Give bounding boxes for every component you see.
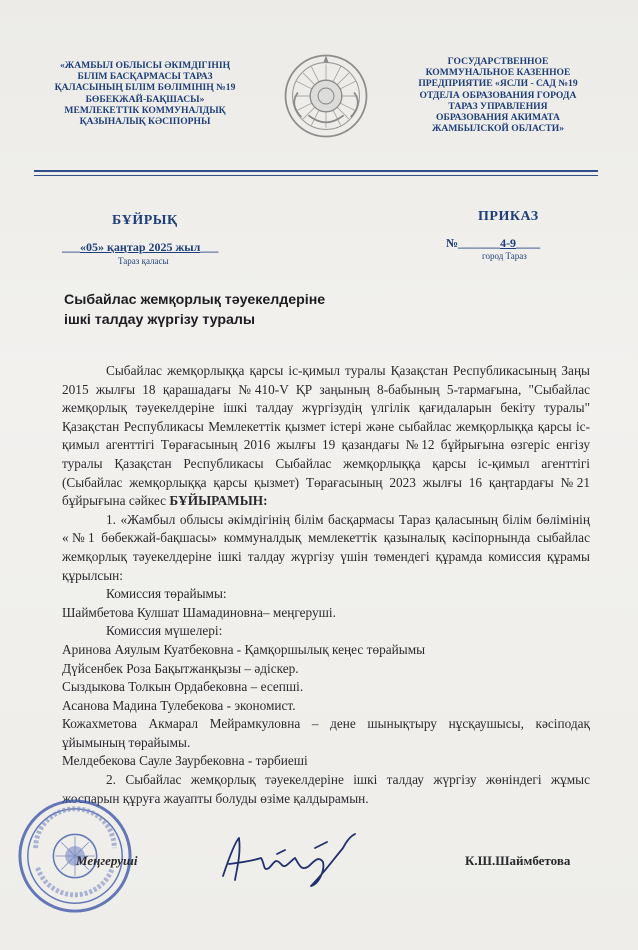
date-suffix: ___ xyxy=(200,240,219,254)
document-title xyxy=(64,290,325,330)
intro-paragraph xyxy=(62,362,590,511)
intro-text: Сыбайлас жемқорлыққа қарсы іс-қимыл туралы Қазақстан Республикасының Заңы 2015 жылғы 18 қарашадағы №410-V ҚР заңының 8-бабының 5-тармағына, "Сыбайлас жемқорлық тәуекелдеріне ішкі талдау жүргізудің үлгілік қағидаларын бекіту туралы" Қазақстан Республикасы Мемлекеттік қызмет істері және сыбайлас жемқорлыққа қарсы іс-қимыл агенттігі Төрағасының 2016 жылғы 19 қазандағы №12 бұйрығына өзгеріс енгізу туралы Қазақстан Республикасы Сыбайлас жемқорлыққа қарсы іс-қимыл агенттігі (Сыбайлас жемқорлыққа қарсы қызмет) Төрағасының 2023 жылғы 16 қаңтардағы №21 бұйрығына сәйкес xyxy=(62,363,590,509)
members-label: Комиссия мүшелері: xyxy=(106,623,223,639)
chair-label: Комиссия төрайымы: xyxy=(106,586,227,602)
header-right-line: ЖАМБЫЛСКОЙ ОБЛАСТИ» xyxy=(431,123,565,135)
order-date xyxy=(62,240,218,255)
member-item: Мелдебекова Сауле Заурбековна - тәрбиеші xyxy=(62,753,308,769)
city-kz: Тараз қаласы xyxy=(118,256,169,266)
member-item: Асанова Мадина Тулебекова - экономист. xyxy=(62,697,296,713)
date-prefix: ___ xyxy=(62,240,80,254)
header-right-line: ОТДЕЛА ОБРАЗОВАНИЯ ГОРОДА xyxy=(419,89,577,101)
item-2: 2. Сыбайлас жемқорлық тәуекелдеріне ішкі талдау жүргізу жөніндегі жұмыс жоспарын құруға жауапты болуды өзіме қалдырамын. xyxy=(62,772,590,806)
header-right-line: ТАРАЗ УПРАВЛЕНИЯ xyxy=(448,100,548,112)
header-left-line: МЕМЛЕКЕТТІК КОММУНАЛДЫҚ xyxy=(64,104,226,116)
order-number xyxy=(446,236,540,251)
header-divider-thick xyxy=(34,170,598,172)
header-left-line: «ЖАМБЫЛ ОБЛЫСЫ ӘКІМДІГІНІҢ xyxy=(59,60,231,71)
header-right-line: ОБРАЗОВАНИЯ АКИМАТА xyxy=(436,112,560,124)
header-right-line: КОММУНАЛЬНОЕ КАЗЕННОЕ xyxy=(425,67,571,79)
member-item: Кожахметова Акмарал Мейрамкуловна – дене шынықтыру нұсқаушысы, кәсіподақ ұйымының төрайымы. xyxy=(62,716,590,750)
header-kazakh-org xyxy=(40,60,250,127)
order-label-kz: БҰЙРЫҚ xyxy=(112,213,178,228)
number-value: 4-9 xyxy=(500,236,517,250)
title-line: ішкі талдау жүргізу туралы xyxy=(64,312,256,328)
handwritten-signature xyxy=(215,828,365,890)
member-item: Аринова Аяулым Куатбековна - Қамқоршылық кеңес төрайымы xyxy=(62,641,426,657)
item-1: 1. «Жамбыл облысы әкімдігінің білім басқармасы Тараз қаласының білім бөлімінің «№1 бөбекжай-бақшасы» коммуналдық мемлекеттік қазыналық кәсіпорнында сыбайлас жемқорлық тәуекелдеріне ішкі талдау жүргізу үшін төмендегі құрамда комиссия құрамы құрылсын: xyxy=(62,511,590,583)
header-russian-org xyxy=(400,56,596,134)
title-line: Сыбайлас жемқорлық тәуекелдеріне xyxy=(64,292,326,308)
signatory-name: К.Ш.Шаймбетова xyxy=(465,853,571,868)
state-emblem-icon xyxy=(282,52,370,140)
header-right-line: ПРЕДПРИЯТИЕ «ЯСЛИ - САД №19 xyxy=(418,78,578,90)
number-suffix: ____ xyxy=(516,236,541,250)
header-left-line: ҚАЛАСЫНЫҢ БІЛІМ БӨЛІМІНІҢ №19 xyxy=(54,82,236,94)
member-item: Дүйсенбек Роза Бақытжанқызы – әдіскер. xyxy=(62,660,299,676)
header-divider-thin xyxy=(34,175,598,176)
chair-name: Шаймбетова Кулшат Шамадиновна– меңгеруші. xyxy=(62,604,336,620)
city-ru: город Тараз xyxy=(482,251,527,261)
signatory-role: Меңгеруші xyxy=(76,853,138,868)
order-label-ru: ПРИКАЗ xyxy=(478,209,539,224)
date-value: «05» қаңтар 2025 жыл xyxy=(80,240,201,254)
number-prefix: №_______ xyxy=(446,236,501,250)
header-left-line: ҚАЗЫНАЛЫҚ КӘСІПОРНЫ xyxy=(79,116,211,128)
header-left-line: БӨБЕКЖАЙ-БАҚШАСЫ» xyxy=(85,93,205,105)
document-body xyxy=(62,362,590,808)
header-right-line: ГОСУДАРСТВЕННОЕ xyxy=(447,56,549,67)
order-word: БҰЙЫРАМЫН: xyxy=(169,493,268,509)
header-left-line: БІЛІМ БАСҚАРМАСЫ ТАРАЗ xyxy=(77,71,213,83)
member-item: Сыздыкова Толкын Ордабековна – есепші. xyxy=(62,679,304,695)
